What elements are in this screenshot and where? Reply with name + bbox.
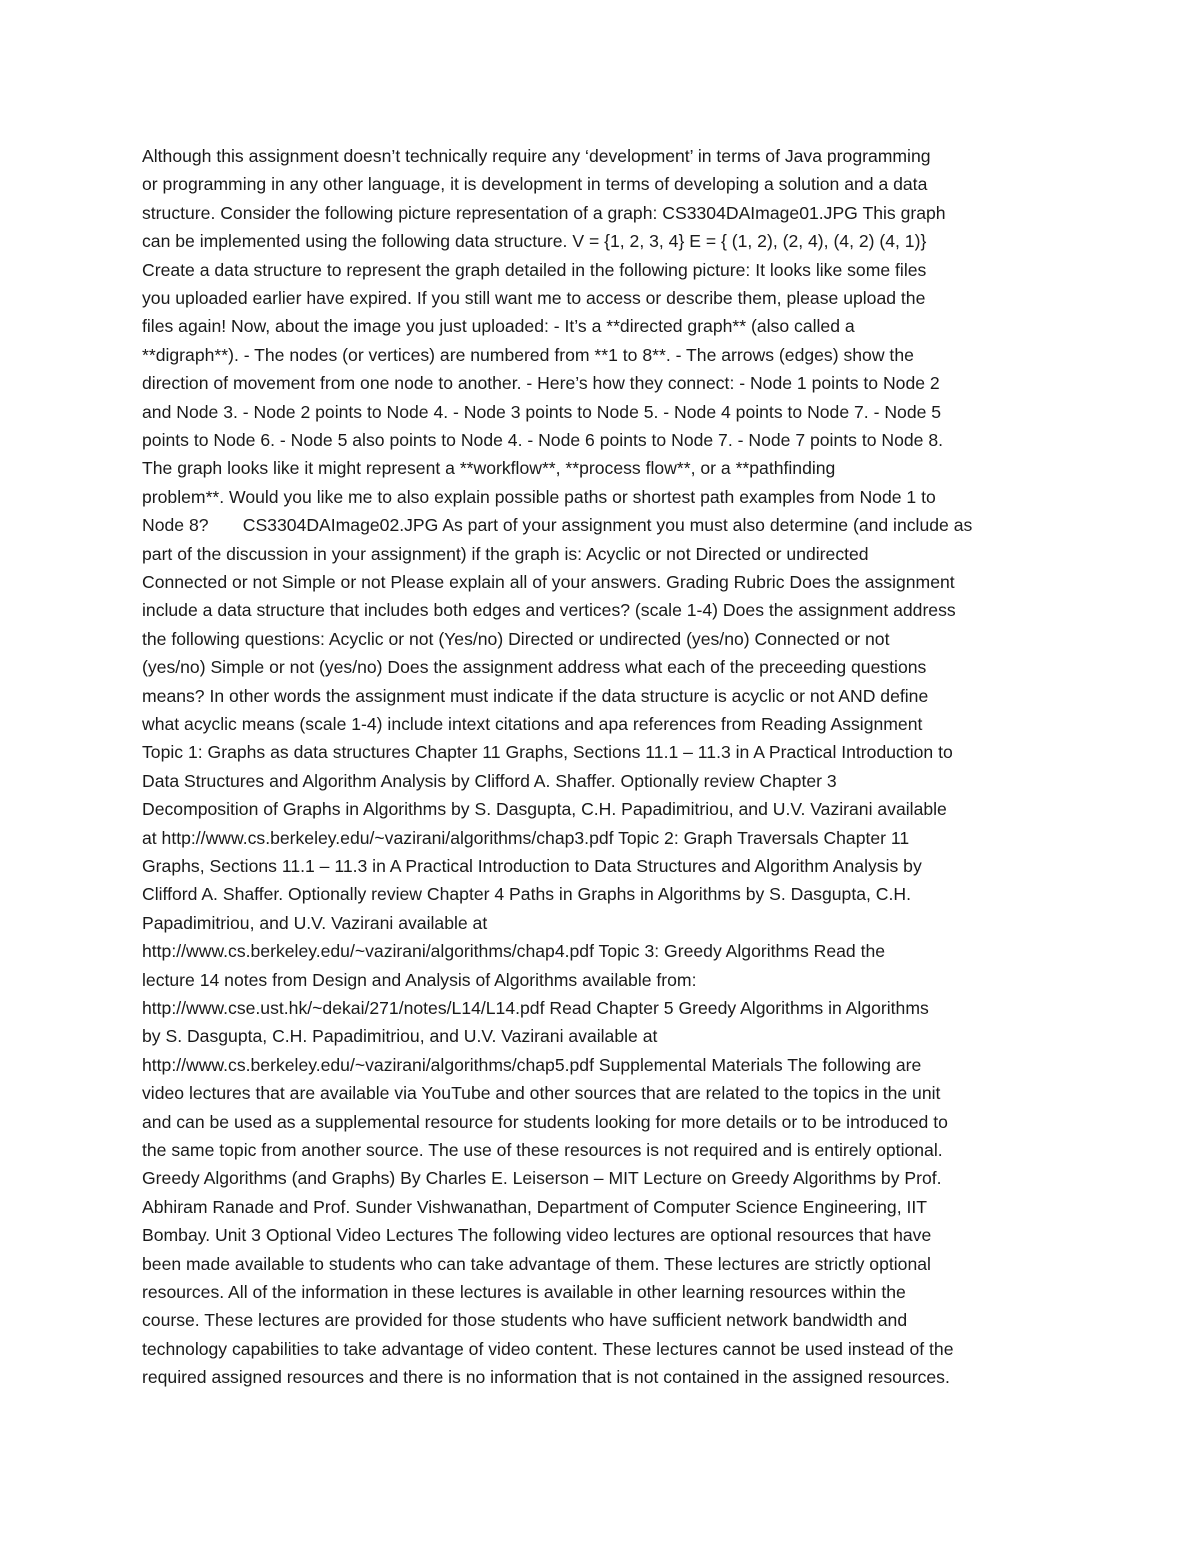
text-line: http://www.cs.berkeley.edu/~vazirani/algorithms/chap4.pdf Topic 3: Greedy Algorithms Read the <box>142 941 886 962</box>
text-line: what acyclic means (scale 1-4) include intext citations and apa references from Reading Assignment <box>142 714 923 734</box>
text-line: part of the discussion in your assignment) if the graph is: Acyclic or not Directed or undirected <box>142 543 869 564</box>
text-line: points to Node 6. - Node 5 also points to Node 4. - Node 6 points to Node 7. - Node 7 points to Node 8. <box>142 430 944 450</box>
text-line: The graph looks like it might represent a **workflow**, **process flow**, or a **pathfinding <box>142 458 836 479</box>
text-line: lecture 14 notes from Design and Analysis of Algorithms available from: <box>142 969 697 990</box>
text-line: resources. All of the information in these lectures is available in other learning resources within the <box>142 1282 906 1302</box>
text-line: include a data structure that includes both edges and vertices? (scale 1-4) Does the assignment address <box>142 600 956 621</box>
text-line: Greedy Algorithms (and Graphs) By Charles E. Leiserson – MIT Lecture on Greedy Algorithms by Prof. <box>142 1168 942 1189</box>
text-line: direction of movement from one node to another. - Here’s how they connect: - Node 1 points to Node 2 <box>142 373 940 394</box>
text-line: the following questions: Acyclic or not (Yes/no) Directed or undirected (yes/no) Connected or not <box>142 628 890 649</box>
text-line: and can be used as a supplemental resource for students looking for more details or to be introduced to <box>142 1111 948 1132</box>
text-line: Clifford A. Shaffer. Optionally review Chapter 4 Paths in Graphs in Algorithms by S. Dasgupta, C.H. <box>142 884 911 905</box>
text-line: the same topic from another source. The use of these resources is not required and is entirely optional. <box>142 1140 943 1160</box>
text-line: required assigned resources and there is no information that is not contained in the assigned resources. <box>142 1367 950 1388</box>
text-line: technology capabilities to take advantage of video content. These lectures cannot be used instead of the <box>142 1338 954 1359</box>
text-line: Papadimitriou, and U.V. Vazirani available at <box>142 912 488 933</box>
text-line: http://www.cse.ust.hk/~dekai/271/notes/L14/L14.pdf Read Chapter 5 Greedy Algorithms in Algorithms <box>142 998 929 1018</box>
text-line: by S. Dasgupta, C.H. Papadimitriou, and U.V. Vazirani available at <box>142 1026 658 1047</box>
text-line: means? In other words the assignment must indicate if the data structure is acyclic or not AND define <box>142 685 929 706</box>
text-line: or programming in any other language, it is development in terms of developing a solution and a data <box>142 174 928 195</box>
text-line: and Node 3. - Node 2 points to Node 4. - Node 3 points to Node 5. - Node 4 points to Node 7. - Node 5 <box>142 401 942 422</box>
text-line: problem**. Would you like me to also explain possible paths or shortest path examples from Node 1 to <box>142 486 936 507</box>
text-line: Abhiram Ranade and Prof. Sunder Vishwanathan, Department of Computer Science Engineering, IIT <box>142 1196 928 1217</box>
text-line: course. These lectures are provided for those students who have sufficient network bandwidth and <box>142 1310 908 1331</box>
text-line: you uploaded earlier have expired. If you still want me to access or describe them, please upload the <box>142 288 926 308</box>
text-line: Data Structures and Algorithm Analysis by Clifford A. Shaffer. Optionally review Chapter 3 <box>142 770 837 791</box>
text-line: been made available to students who can take advantage of them. These lectures are strictly optional <box>142 1253 931 1274</box>
text-line: Although this assignment doesn’t technically require any ‘development’ in terms of Java programming <box>142 146 931 166</box>
text-line: can be implemented using the following data structure. V = {1, 2, 3, 4} E = { (1, 2), (2, 4), (4, 2) (4, 1)} <box>142 231 927 252</box>
text-line: **digraph**). - The nodes (or vertices) are numbered from **1 to 8**. - The arrows (edges) show the <box>142 344 914 365</box>
text-line: Node 8? CS3304DAImage02.JPG As part of your assignment you must also determine (and include as <box>142 515 973 536</box>
text-line: at http://www.cs.berkeley.edu/~vazirani/algorithms/chap3.pdf Topic 2: Graph Traversals Chapter 11 <box>142 827 910 848</box>
text-line: Decomposition of Graphs in Algorithms by S. Dasgupta, C.H. Papadimitriou, and U.V. Vazirani available <box>142 799 947 820</box>
text-line: files again! Now, about the image you just uploaded: - It’s a **directed graph** (also called a <box>142 316 855 337</box>
text-line: (yes/no) Simple or not (yes/no) Does the assignment address what each of the preceeding questions <box>142 657 927 678</box>
text-line: Bombay. Unit 3 Optional Video Lectures The following video lectures are optional resources that have <box>142 1225 932 1246</box>
text-line: http://www.cs.berkeley.edu/~vazirani/algorithms/chap5.pdf Supplemental Materials The following are <box>142 1054 922 1075</box>
text-line: Connected or not Simple or not Please explain all of your answers. Grading Rubric Does the assignment <box>142 572 955 592</box>
text-line: Graphs, Sections 11.1 – 11.3 in A Practical Introduction to Data Structures and Algorithm Analysis by <box>142 856 922 876</box>
text-line: video lectures that are available via YouTube and other sources that are related to the topics in the unit <box>142 1083 941 1104</box>
text-line: Create a data structure to represent the graph detailed in the following picture: It looks like some files <box>142 259 927 280</box>
text-line: structure. Consider the following picture representation of a graph: CS3304DAImage01.JPG This graph <box>142 202 946 223</box>
text-line: Topic 1: Graphs as data structures Chapter 11 Graphs, Sections 11.1 – 11.3 in A Practical Introduction to <box>142 742 953 763</box>
